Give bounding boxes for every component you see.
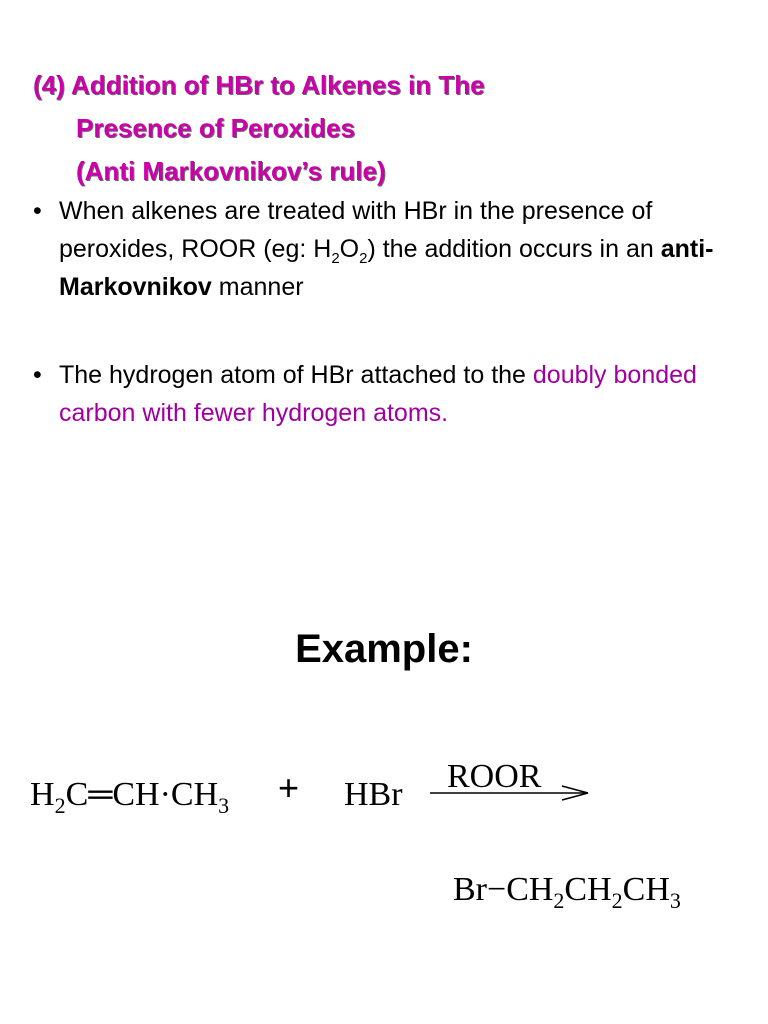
bullet-text (59, 192, 748, 306)
atom-group: CH (170, 776, 219, 813)
atom-group: CH (564, 871, 612, 908)
example-heading: Example: (295, 627, 473, 671)
double-bond: ═ (88, 776, 113, 813)
product-formula (453, 870, 681, 913)
bullet-text-part: manner (211, 273, 304, 301)
reagent-formula: HBr (344, 776, 403, 813)
bullet-marker: • (33, 361, 42, 389)
bold-term: anti-Markovnikov (59, 235, 714, 301)
bullet-text-part: When alkenes are treated with HBr in the presence of peroxides, ROOR (eg: H (59, 197, 653, 263)
highlighted-text: doubly bonded carbon with fewer hydrogen atoms. (59, 361, 697, 427)
title-line-3: (Anti Markovnikov’s rule) (76, 156, 386, 186)
atom: C (65, 776, 89, 813)
bullet-item-hydrogen (33, 356, 748, 432)
atom-group: CH (622, 871, 670, 908)
bullet-marker: • (33, 197, 42, 225)
bond-dot: · (159, 776, 171, 813)
subscript: 3 (218, 793, 230, 818)
atom-group: CH (506, 871, 554, 908)
subscript: 2 (553, 888, 565, 913)
atom: H (30, 776, 55, 813)
bullet-item-peroxides (33, 192, 748, 306)
reaction-condition: ROOR (447, 758, 542, 795)
bullet-text-part: O (339, 235, 360, 263)
slide-title (33, 64, 485, 193)
subscript: 2 (54, 793, 66, 818)
bullet-text (59, 356, 748, 432)
subscript: 3 (669, 888, 681, 913)
plus-sign: + (278, 767, 300, 808)
title-line-2: Presence of Peroxides (76, 113, 355, 143)
subscript: 2 (359, 250, 368, 267)
subscript: 2 (611, 888, 623, 913)
atom-group: CH (112, 776, 160, 813)
reaction-arrow-icon (428, 783, 593, 803)
atom: Br (453, 871, 487, 908)
subscript: 2 (331, 250, 340, 267)
reactant-formula (30, 775, 230, 818)
single-bond: − (487, 871, 507, 908)
bullet-text-part: ) the addition occurs in an (367, 235, 661, 263)
bullet-text-part: The hydrogen atom of HBr attached to the (59, 361, 533, 389)
title-line-1: (4) Addition of HBr to Alkenes in The (33, 70, 485, 100)
